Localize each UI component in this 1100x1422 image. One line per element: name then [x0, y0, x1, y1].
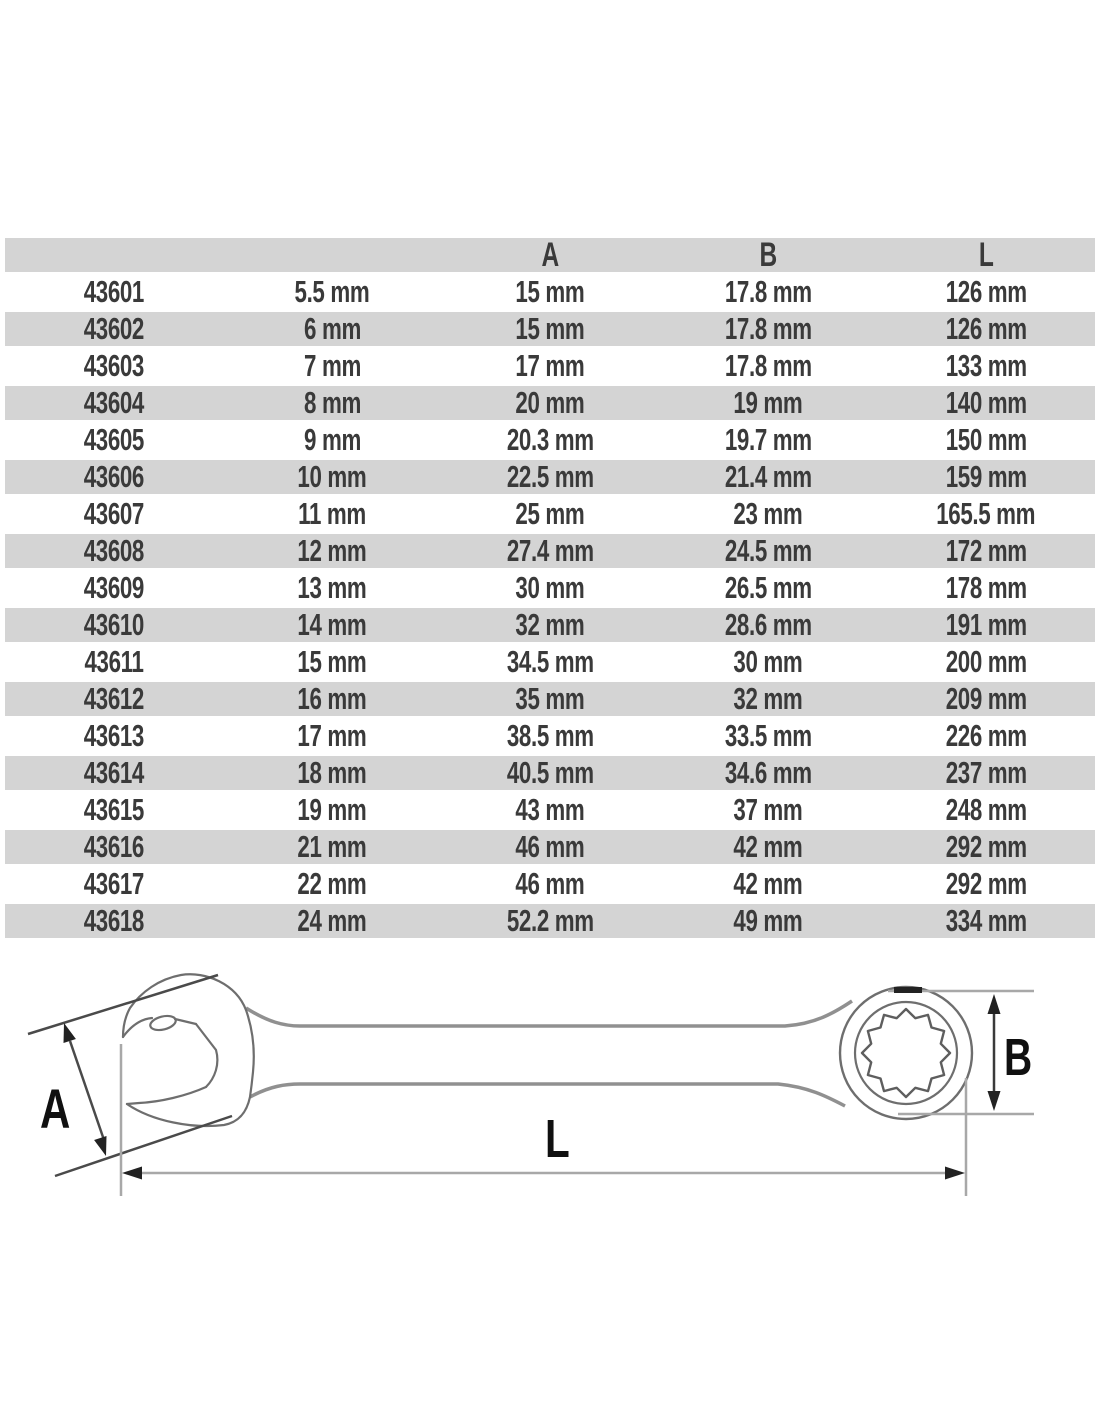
cell-size: 22 mm: [297, 866, 367, 901]
cell-code: 43614: [83, 755, 145, 790]
cell-code: 43607: [83, 496, 145, 531]
header-cell-l: L: [978, 236, 994, 274]
cell-l: 140 mm: [945, 385, 1027, 420]
cell-size: 18 mm: [297, 755, 367, 790]
cell-b: 42 mm: [733, 866, 803, 901]
cell-b: 42 mm: [733, 829, 803, 864]
table-row: [5, 830, 1095, 864]
ring-outer-circle: [840, 987, 972, 1119]
ring-inner-circle: [855, 1002, 957, 1104]
cell-a: 34.5 mm: [506, 644, 594, 679]
dimension-a: [28, 975, 232, 1176]
cell-a: 20 mm: [515, 385, 585, 420]
cell-code: 43606: [83, 459, 145, 494]
cell-size: 10 mm: [297, 459, 367, 494]
cell-code: 43617: [83, 866, 145, 901]
table-row: [5, 497, 1095, 531]
cell-code: 43618: [83, 903, 145, 938]
cell-code: 43610: [83, 607, 145, 642]
wrench-diagram: [0, 950, 1100, 1222]
cell-code: 43602: [83, 311, 145, 346]
dimension-a-label: A: [39, 1078, 71, 1141]
cell-size: 19 mm: [297, 792, 367, 827]
cell-b: 19.7 mm: [724, 422, 812, 457]
table-row: [5, 867, 1095, 901]
cell-code: 43609: [83, 570, 145, 605]
cell-a: 17 mm: [515, 348, 585, 383]
cell-l: 226 mm: [945, 718, 1027, 753]
cell-code: 43615: [83, 792, 145, 827]
cell-code: 43603: [83, 348, 145, 383]
dimension-l: [121, 1044, 966, 1196]
ring-end-head: [840, 987, 972, 1119]
cell-b: 17.8 mm: [724, 274, 812, 309]
cell-code: 43604: [83, 385, 145, 420]
header-cell-a: A: [541, 236, 559, 274]
cell-a: 40.5 mm: [506, 755, 594, 790]
cell-l: 126 mm: [945, 274, 1027, 309]
cell-l: 133 mm: [945, 348, 1027, 383]
cell-l: 200 mm: [945, 644, 1027, 679]
cell-a: 38.5 mm: [506, 718, 594, 753]
cell-l: 237 mm: [945, 755, 1027, 790]
cell-a: 46 mm: [515, 829, 585, 864]
cell-l: 334 mm: [945, 903, 1027, 938]
cell-b: 30 mm: [733, 644, 803, 679]
table-row: [5, 312, 1095, 346]
cell-size: 5.5 mm: [294, 274, 370, 309]
cell-l: 159 mm: [945, 459, 1027, 494]
table-row: [5, 608, 1095, 642]
cell-a: 43 mm: [515, 792, 585, 827]
open-end-head: [123, 974, 254, 1126]
cell-a: 30 mm: [515, 570, 585, 605]
table-row: [5, 534, 1095, 568]
dim-a-ext-bottom: [55, 1116, 232, 1176]
table-header-row: [5, 238, 1095, 272]
cell-b: 21.4 mm: [724, 459, 812, 494]
cell-b: 23 mm: [733, 496, 803, 531]
cell-size: 17 mm: [297, 718, 367, 753]
cell-a: 52.2 mm: [506, 903, 594, 938]
cell-a: 15 mm: [515, 274, 585, 309]
cell-size: 14 mm: [297, 607, 367, 642]
cell-size: 13 mm: [297, 570, 367, 605]
cell-a: 46 mm: [515, 866, 585, 901]
dim-a-arrow-top: [64, 1023, 76, 1043]
cell-b: 19 mm: [733, 385, 803, 420]
table-body: [5, 275, 1095, 938]
cell-code: 43605: [83, 422, 145, 457]
cell-l: 172 mm: [945, 533, 1027, 568]
cell-code: 43611: [84, 644, 144, 679]
table-row: [5, 793, 1095, 827]
cell-size: 8 mm: [303, 385, 361, 420]
cell-b: 28.6 mm: [724, 607, 812, 642]
dimension-b: [888, 990, 1034, 1114]
dim-a-line: [70, 1041, 104, 1140]
dim-l-arrow-left: [122, 1167, 142, 1180]
cell-l: 248 mm: [945, 792, 1027, 827]
dimension-l-label: L: [545, 1109, 570, 1170]
header-cell-code: [5, 246, 223, 264]
cell-b: 37 mm: [733, 792, 803, 827]
cell-b: 17.8 mm: [724, 348, 812, 383]
cell-l: 165.5 mm: [936, 496, 1036, 531]
dim-b-arrow-top: [988, 994, 1001, 1014]
dim-l-arrow-right: [945, 1167, 965, 1180]
cell-size: 15 mm: [297, 644, 367, 679]
shaft-bottom-line: [250, 1084, 845, 1106]
cell-b: 34.6 mm: [724, 755, 812, 790]
cell-code: 43608: [83, 533, 145, 568]
cell-l: 191 mm: [945, 607, 1027, 642]
dim-a-arrow-bottom: [94, 1136, 106, 1156]
cell-a: 35 mm: [515, 681, 585, 716]
table-row: [5, 423, 1095, 457]
cell-l: 150 mm: [945, 422, 1027, 457]
cell-code: 43616: [83, 829, 145, 864]
cell-b: 26.5 mm: [724, 570, 812, 605]
cell-b: 24.5 mm: [724, 533, 812, 568]
cell-size: 9 mm: [303, 422, 361, 457]
cell-a: 25 mm: [515, 496, 585, 531]
cell-a: 20.3 mm: [506, 422, 594, 457]
header-cell-b: B: [759, 236, 777, 274]
cell-a: 22.5 mm: [506, 459, 594, 494]
cell-a: 15 mm: [515, 311, 585, 346]
cell-size: 7 mm: [303, 348, 361, 383]
cell-a: 27.4 mm: [506, 533, 594, 568]
table-row: [5, 682, 1095, 716]
cell-b: 32 mm: [733, 681, 803, 716]
ring-spline: [862, 1009, 950, 1097]
cell-b: 33.5 mm: [724, 718, 812, 753]
table-row: [5, 571, 1095, 605]
table-row: [5, 756, 1095, 790]
dimension-b-label: B: [1004, 1027, 1033, 1087]
table-row: [5, 645, 1095, 679]
cell-b: 49 mm: [733, 903, 803, 938]
shaft-top-line: [246, 1001, 852, 1026]
cell-b: 17.8 mm: [724, 311, 812, 346]
cell-code: 43612: [83, 681, 145, 716]
cell-size: 6 mm: [303, 311, 361, 346]
table-row: [5, 904, 1095, 938]
header-cell-size: [223, 246, 441, 264]
cell-l: 292 mm: [945, 829, 1027, 864]
cell-l: 126 mm: [945, 311, 1027, 346]
cell-size: 12 mm: [297, 533, 367, 568]
cell-code: 43601: [83, 274, 145, 309]
table-row: [5, 275, 1095, 309]
table-row: [5, 386, 1095, 420]
dim-b-arrow-bottom: [988, 1091, 1001, 1111]
table-row: [5, 349, 1095, 383]
cell-a: 32 mm: [515, 607, 585, 642]
cell-size: 11 mm: [298, 496, 366, 531]
table-row: [5, 719, 1095, 753]
cell-size: 21 mm: [297, 829, 367, 864]
spec-table: [5, 238, 1095, 941]
cell-code: 43613: [83, 718, 145, 753]
cell-size: 24 mm: [297, 903, 367, 938]
cell-l: 178 mm: [945, 570, 1027, 605]
cell-size: 16 mm: [297, 681, 367, 716]
table-row: [5, 460, 1095, 494]
cell-l: 209 mm: [945, 681, 1027, 716]
wrench-body: [123, 974, 972, 1126]
cell-l: 292 mm: [945, 866, 1027, 901]
